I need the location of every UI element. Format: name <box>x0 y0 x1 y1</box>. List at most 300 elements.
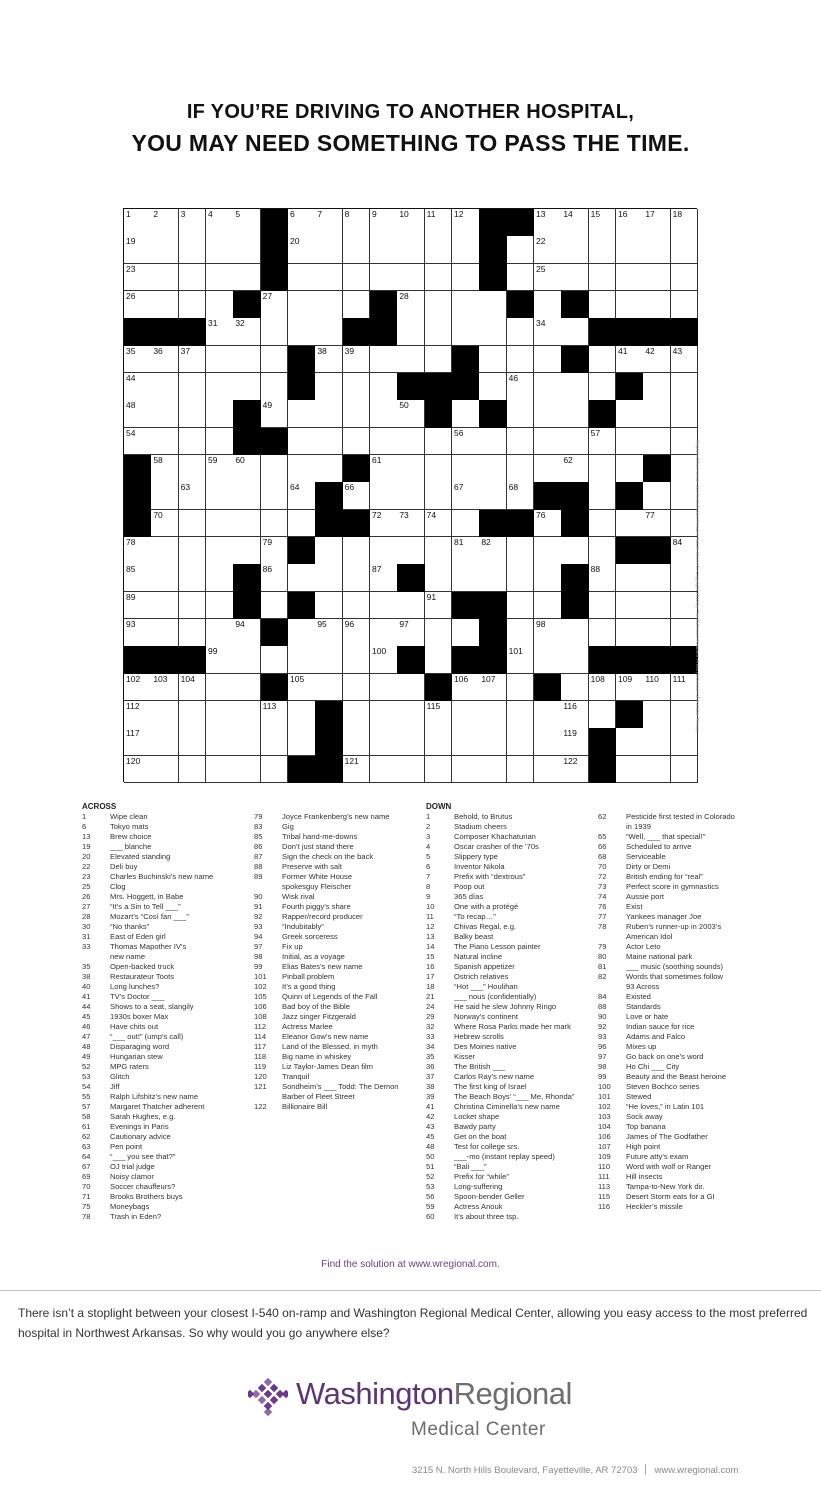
grid-cell[interactable] <box>124 619 152 647</box>
grid-cell[interactable] <box>233 619 261 647</box>
grid-cell[interactable] <box>288 318 316 346</box>
grid-cell[interactable] <box>534 264 562 292</box>
grid-cell[interactable] <box>616 619 644 647</box>
grid-cell[interactable] <box>561 646 589 674</box>
grid-cell[interactable] <box>343 674 371 702</box>
grid-cell[interactable] <box>261 318 289 346</box>
grid-cell[interactable] <box>315 455 343 483</box>
grid-cell[interactable] <box>534 400 562 428</box>
grid-cell[interactable] <box>479 537 507 565</box>
grid-cell[interactable] <box>343 728 371 756</box>
grid-cell[interactable] <box>206 619 234 647</box>
grid-cell[interactable] <box>179 619 207 647</box>
grid-cell[interactable] <box>343 373 371 401</box>
grid-cell[interactable] <box>370 674 398 702</box>
grid-cell[interactable] <box>479 701 507 729</box>
grid-cell[interactable] <box>370 701 398 729</box>
grid-cell[interactable] <box>179 428 207 456</box>
grid-cell[interactable] <box>288 510 316 538</box>
grid-cell[interactable] <box>370 619 398 647</box>
grid-cell[interactable] <box>534 318 562 346</box>
grid-cell[interactable] <box>233 756 261 784</box>
grid-cell[interactable] <box>589 291 617 319</box>
grid-cell[interactable] <box>425 428 453 456</box>
grid-cell[interactable] <box>452 455 480 483</box>
grid-cell[interactable] <box>288 701 316 729</box>
grid-cell[interactable] <box>343 646 371 674</box>
grid-cell[interactable] <box>151 619 179 647</box>
grid-cell[interactable] <box>206 428 234 456</box>
grid-cell[interactable] <box>616 455 644 483</box>
grid-cell[interactable] <box>616 264 644 292</box>
grid-cell[interactable] <box>534 619 562 647</box>
grid-cell[interactable] <box>233 373 261 401</box>
grid-cell[interactable] <box>288 728 316 756</box>
grid-cell[interactable] <box>261 482 289 510</box>
grid-cell[interactable] <box>261 756 289 784</box>
grid-cell[interactable] <box>397 674 425 702</box>
grid-cell[interactable] <box>233 510 261 538</box>
grid-cell[interactable] <box>206 564 234 592</box>
grid-cell[interactable] <box>315 646 343 674</box>
grid-cell[interactable] <box>425 209 453 237</box>
grid-cell[interactable] <box>370 236 398 264</box>
grid-cell[interactable] <box>315 209 343 237</box>
grid-cell[interactable] <box>507 455 535 483</box>
grid-cell[interactable] <box>643 291 671 319</box>
grid-cell[interactable] <box>425 756 453 784</box>
grid-cell[interactable] <box>507 564 535 592</box>
grid-cell[interactable] <box>671 236 699 264</box>
grid-cell[interactable] <box>479 564 507 592</box>
grid-cell[interactable] <box>151 428 179 456</box>
grid-cell[interactable] <box>370 482 398 510</box>
grid-cell[interactable] <box>589 619 617 647</box>
grid-cell[interactable] <box>479 455 507 483</box>
grid-cell[interactable] <box>151 756 179 784</box>
grid-cell[interactable] <box>507 373 535 401</box>
grid-cell[interactable] <box>343 482 371 510</box>
grid-cell[interactable] <box>315 236 343 264</box>
grid-cell[interactable] <box>479 373 507 401</box>
grid-cell[interactable] <box>233 318 261 346</box>
grid-cell[interactable] <box>561 209 589 237</box>
grid-cell[interactable] <box>151 482 179 510</box>
grid-cell[interactable] <box>616 674 644 702</box>
grid-cell[interactable] <box>452 236 480 264</box>
grid-cell[interactable] <box>643 209 671 237</box>
grid-cell[interactable] <box>179 592 207 620</box>
grid-cell[interactable] <box>616 291 644 319</box>
grid-cell[interactable] <box>261 510 289 538</box>
grid-cell[interactable] <box>589 373 617 401</box>
grid-cell[interactable] <box>534 510 562 538</box>
grid-cell[interactable] <box>288 619 316 647</box>
grid-cell[interactable] <box>452 619 480 647</box>
grid-cell[interactable] <box>233 209 261 237</box>
grid-cell[interactable] <box>534 209 562 237</box>
grid-cell[interactable] <box>671 209 699 237</box>
grid-cell[interactable] <box>507 236 535 264</box>
grid-cell[interactable] <box>151 236 179 264</box>
grid-cell[interactable] <box>288 646 316 674</box>
grid-cell[interactable] <box>507 400 535 428</box>
grid-cell[interactable] <box>507 674 535 702</box>
grid-cell[interactable] <box>616 728 644 756</box>
grid-cell[interactable] <box>206 264 234 292</box>
grid-cell[interactable] <box>397 482 425 510</box>
grid-cell[interactable] <box>561 373 589 401</box>
grid-cell[interactable] <box>589 510 617 538</box>
grid-cell[interactable] <box>452 209 480 237</box>
grid-cell[interactable] <box>643 619 671 647</box>
grid-cell[interactable] <box>534 428 562 456</box>
grid-cell[interactable] <box>425 537 453 565</box>
grid-cell[interactable] <box>179 236 207 264</box>
grid-cell[interactable] <box>343 428 371 456</box>
grid-cell[interactable] <box>370 209 398 237</box>
grid-cell[interactable] <box>425 646 453 674</box>
grid-cell[interactable] <box>589 674 617 702</box>
grid-cell[interactable] <box>507 264 535 292</box>
grid-cell[interactable] <box>315 564 343 592</box>
grid-cell[interactable] <box>452 264 480 292</box>
grid-cell[interactable] <box>643 592 671 620</box>
grid-cell[interactable] <box>397 701 425 729</box>
grid-cell[interactable] <box>452 701 480 729</box>
grid-cell[interactable] <box>343 537 371 565</box>
grid-cell[interactable] <box>179 455 207 483</box>
grid-cell[interactable] <box>179 209 207 237</box>
grid-cell[interactable] <box>452 756 480 784</box>
grid-cell[interactable] <box>124 592 152 620</box>
grid-cell[interactable] <box>643 482 671 510</box>
grid-cell[interactable] <box>151 674 179 702</box>
grid-cell[interactable] <box>561 674 589 702</box>
grid-cell[interactable] <box>561 455 589 483</box>
grid-cell[interactable] <box>315 264 343 292</box>
grid-cell[interactable] <box>261 346 289 374</box>
grid-cell[interactable] <box>616 756 644 784</box>
grid-cell[interactable] <box>370 455 398 483</box>
grid-cell[interactable] <box>671 264 699 292</box>
grid-cell[interactable] <box>561 728 589 756</box>
grid-cell[interactable] <box>425 482 453 510</box>
grid-cell[interactable] <box>507 619 535 647</box>
grid-cell[interactable] <box>643 674 671 702</box>
grid-cell[interactable] <box>507 592 535 620</box>
grid-cell[interactable] <box>479 674 507 702</box>
grid-cell[interactable] <box>343 756 371 784</box>
grid-cell[interactable] <box>561 619 589 647</box>
grid-cell[interactable] <box>151 209 179 237</box>
grid-cell[interactable] <box>124 209 152 237</box>
grid-cell[interactable] <box>151 373 179 401</box>
grid-cell[interactable] <box>261 646 289 674</box>
grid-cell[interactable] <box>179 564 207 592</box>
grid-cell[interactable] <box>534 236 562 264</box>
grid-cell[interactable] <box>589 592 617 620</box>
grid-cell[interactable] <box>589 537 617 565</box>
grid-cell[interactable] <box>561 756 589 784</box>
grid-cell[interactable] <box>151 264 179 292</box>
grid-cell[interactable] <box>616 346 644 374</box>
grid-cell[interactable] <box>534 373 562 401</box>
grid-cell[interactable] <box>561 537 589 565</box>
grid-cell[interactable] <box>589 346 617 374</box>
grid-cell[interactable] <box>233 728 261 756</box>
grid-cell[interactable] <box>124 291 152 319</box>
grid-cell[interactable] <box>507 646 535 674</box>
grid-cell[interactable] <box>452 728 480 756</box>
grid-cell[interactable] <box>124 674 152 702</box>
grid-cell[interactable] <box>534 346 562 374</box>
grid-cell[interactable] <box>233 346 261 374</box>
grid-cell[interactable] <box>507 728 535 756</box>
grid-cell[interactable] <box>206 510 234 538</box>
grid-cell[interactable] <box>206 455 234 483</box>
grid-cell[interactable] <box>261 537 289 565</box>
grid-cell[interactable] <box>561 701 589 729</box>
grid-cell[interactable] <box>425 236 453 264</box>
grid-cell[interactable] <box>124 264 152 292</box>
grid-cell[interactable] <box>179 346 207 374</box>
grid-cell[interactable] <box>643 701 671 729</box>
grid-cell[interactable] <box>206 346 234 374</box>
grid-cell[interactable] <box>534 701 562 729</box>
grid-cell[interactable] <box>233 646 261 674</box>
grid-cell[interactable] <box>534 564 562 592</box>
grid-cell[interactable] <box>261 455 289 483</box>
grid-cell[interactable] <box>206 291 234 319</box>
grid-cell[interactable] <box>425 701 453 729</box>
grid-cell[interactable] <box>315 400 343 428</box>
grid-cell[interactable] <box>425 455 453 483</box>
grid-cell[interactable] <box>643 728 671 756</box>
grid-cell[interactable] <box>343 291 371 319</box>
grid-cell[interactable] <box>616 592 644 620</box>
grid-cell[interactable] <box>261 701 289 729</box>
grid-cell[interactable] <box>507 428 535 456</box>
grid-cell[interactable] <box>643 264 671 292</box>
grid-cell[interactable] <box>206 646 234 674</box>
grid-cell[interactable] <box>179 510 207 538</box>
grid-cell[interactable] <box>206 373 234 401</box>
grid-cell[interactable] <box>233 264 261 292</box>
grid-cell[interactable] <box>179 373 207 401</box>
grid-cell[interactable] <box>534 455 562 483</box>
grid-cell[interactable] <box>370 756 398 784</box>
grid-cell[interactable] <box>479 346 507 374</box>
grid-cell[interactable] <box>179 728 207 756</box>
grid-cell[interactable] <box>589 482 617 510</box>
grid-cell[interactable] <box>315 318 343 346</box>
grid-cell[interactable] <box>206 674 234 702</box>
grid-cell[interactable] <box>507 346 535 374</box>
grid-cell[interactable] <box>179 291 207 319</box>
grid-cell[interactable] <box>397 455 425 483</box>
grid-cell[interactable] <box>534 728 562 756</box>
grid-cell[interactable] <box>151 346 179 374</box>
grid-cell[interactable] <box>179 264 207 292</box>
grid-cell[interactable] <box>425 592 453 620</box>
grid-cell[interactable] <box>452 291 480 319</box>
grid-cell[interactable] <box>589 428 617 456</box>
grid-cell[interactable] <box>397 209 425 237</box>
grid-cell[interactable] <box>397 400 425 428</box>
grid-cell[interactable] <box>370 728 398 756</box>
grid-cell[interactable] <box>425 619 453 647</box>
grid-cell[interactable] <box>151 400 179 428</box>
grid-cell[interactable] <box>343 592 371 620</box>
grid-cell[interactable] <box>397 264 425 292</box>
grid-cell[interactable] <box>261 400 289 428</box>
grid-cell[interactable] <box>288 674 316 702</box>
grid-cell[interactable] <box>124 728 152 756</box>
grid-cell[interactable] <box>124 346 152 374</box>
grid-cell[interactable] <box>425 510 453 538</box>
grid-cell[interactable] <box>124 756 152 784</box>
grid-cell[interactable] <box>124 373 152 401</box>
grid-cell[interactable] <box>124 236 152 264</box>
grid-cell[interactable] <box>179 674 207 702</box>
grid-cell[interactable] <box>206 701 234 729</box>
grid-cell[interactable] <box>397 291 425 319</box>
grid-cell[interactable] <box>179 537 207 565</box>
grid-cell[interactable] <box>671 400 699 428</box>
website-link[interactable]: www.wregional.com <box>654 1465 739 1476</box>
grid-cell[interactable] <box>233 537 261 565</box>
grid-cell[interactable] <box>616 400 644 428</box>
grid-cell[interactable] <box>151 510 179 538</box>
grid-cell[interactable] <box>616 564 644 592</box>
grid-cell[interactable] <box>589 701 617 729</box>
grid-cell[interactable] <box>206 592 234 620</box>
grid-cell[interactable] <box>479 318 507 346</box>
grid-cell[interactable] <box>479 428 507 456</box>
grid-cell[interactable] <box>452 674 480 702</box>
grid-cell[interactable] <box>233 482 261 510</box>
grid-cell[interactable] <box>397 236 425 264</box>
grid-cell[interactable] <box>179 400 207 428</box>
grid-cell[interactable] <box>370 264 398 292</box>
grid-cell[interactable] <box>534 291 562 319</box>
grid-cell[interactable] <box>343 619 371 647</box>
grid-cell[interactable] <box>643 346 671 374</box>
grid-cell[interactable] <box>561 318 589 346</box>
grid-cell[interactable] <box>343 346 371 374</box>
grid-cell[interactable] <box>370 592 398 620</box>
grid-cell[interactable] <box>206 756 234 784</box>
grid-cell[interactable] <box>233 701 261 729</box>
grid-cell[interactable] <box>397 619 425 647</box>
grid-cell[interactable] <box>343 564 371 592</box>
grid-cell[interactable] <box>343 400 371 428</box>
grid-cell[interactable] <box>124 701 152 729</box>
grid-cell[interactable] <box>343 236 371 264</box>
grid-cell[interactable] <box>643 564 671 592</box>
grid-cell[interactable] <box>589 209 617 237</box>
grid-cell[interactable] <box>643 373 671 401</box>
grid-cell[interactable] <box>261 728 289 756</box>
grid-cell[interactable] <box>370 400 398 428</box>
grid-cell[interactable] <box>643 400 671 428</box>
grid-cell[interactable] <box>124 428 152 456</box>
grid-cell[interactable] <box>397 318 425 346</box>
grid-cell[interactable] <box>452 564 480 592</box>
grid-cell[interactable] <box>397 346 425 374</box>
grid-cell[interactable] <box>315 291 343 319</box>
grid-cell[interactable] <box>151 455 179 483</box>
grid-cell[interactable] <box>206 537 234 565</box>
grid-cell[interactable] <box>370 510 398 538</box>
grid-cell[interactable] <box>288 291 316 319</box>
grid-cell[interactable] <box>589 264 617 292</box>
grid-cell[interactable] <box>397 428 425 456</box>
grid-cell[interactable] <box>370 537 398 565</box>
grid-cell[interactable] <box>315 428 343 456</box>
grid-cell[interactable] <box>343 209 371 237</box>
grid-cell[interactable] <box>507 318 535 346</box>
grid-cell[interactable] <box>288 455 316 483</box>
grid-cell[interactable] <box>616 428 644 456</box>
grid-cell[interactable] <box>206 728 234 756</box>
grid-cell[interactable] <box>315 373 343 401</box>
grid-cell[interactable] <box>425 264 453 292</box>
grid-cell[interactable] <box>507 482 535 510</box>
grid-cell[interactable] <box>589 564 617 592</box>
grid-cell[interactable] <box>534 756 562 784</box>
grid-cell[interactable] <box>425 291 453 319</box>
grid-cell[interactable] <box>315 674 343 702</box>
grid-cell[interactable] <box>425 728 453 756</box>
grid-cell[interactable] <box>534 592 562 620</box>
grid-cell[interactable] <box>206 236 234 264</box>
grid-cell[interactable] <box>643 510 671 538</box>
grid-cell[interactable] <box>452 537 480 565</box>
grid-cell[interactable] <box>288 428 316 456</box>
grid-cell[interactable] <box>151 701 179 729</box>
grid-cell[interactable] <box>616 510 644 538</box>
grid-cell[interactable] <box>452 400 480 428</box>
grid-cell[interactable] <box>261 592 289 620</box>
grid-cell[interactable] <box>671 373 699 401</box>
grid-cell[interactable] <box>151 592 179 620</box>
grid-cell[interactable] <box>425 346 453 374</box>
grid-cell[interactable] <box>151 564 179 592</box>
grid-cell[interactable] <box>671 291 699 319</box>
grid-cell[interactable] <box>479 291 507 319</box>
grid-cell[interactable] <box>397 592 425 620</box>
grid-cell[interactable] <box>151 728 179 756</box>
grid-cell[interactable] <box>288 482 316 510</box>
grid-cell[interactable] <box>452 318 480 346</box>
grid-cell[interactable] <box>561 264 589 292</box>
grid-cell[interactable] <box>616 209 644 237</box>
grid-cell[interactable] <box>397 728 425 756</box>
grid-cell[interactable] <box>370 646 398 674</box>
grid-cell[interactable] <box>261 291 289 319</box>
grid-cell[interactable] <box>124 537 152 565</box>
grid-cell[interactable] <box>179 701 207 729</box>
grid-cell[interactable] <box>151 537 179 565</box>
grid-cell[interactable] <box>315 346 343 374</box>
grid-cell[interactable] <box>206 209 234 237</box>
grid-cell[interactable] <box>233 236 261 264</box>
grid-cell[interactable] <box>534 646 562 674</box>
grid-cell[interactable] <box>233 674 261 702</box>
grid-cell[interactable] <box>370 564 398 592</box>
